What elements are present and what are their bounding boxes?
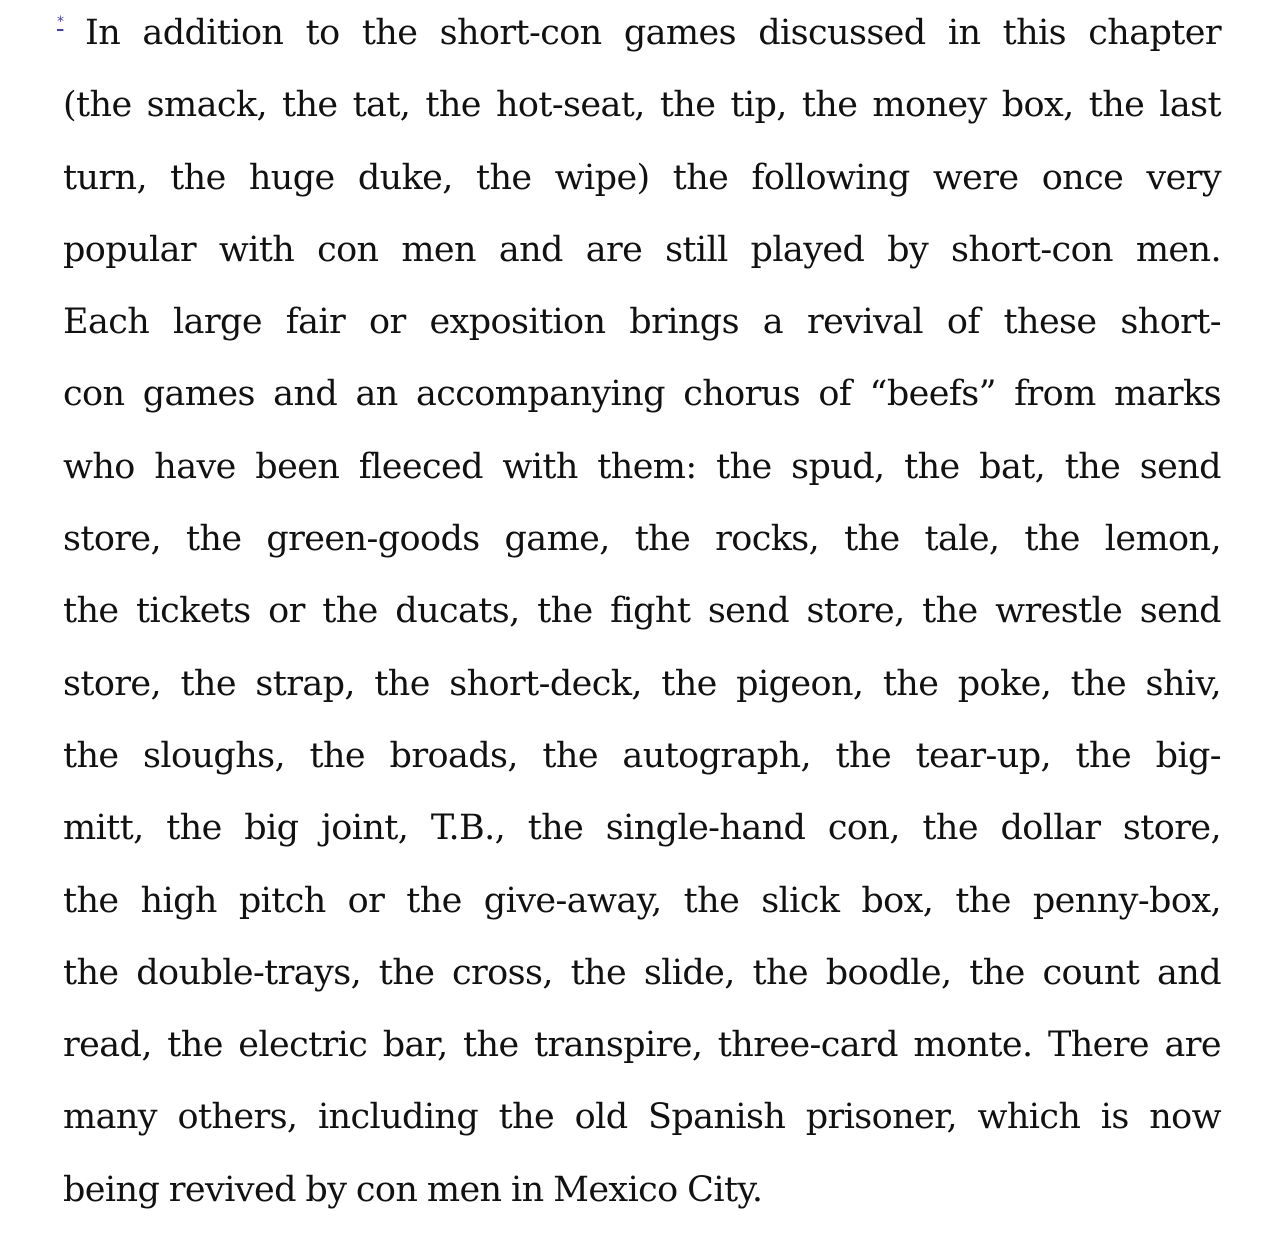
footnote-line-6: con games and an accompanying chorus of “beefs” from marks — [63, 374, 1221, 415]
footnote-line-8: store, the green-goods game, the rocks, the tale, the lemon, — [63, 519, 1221, 560]
footnote-line-17: being revived by con men in Mexico City. — [63, 1169, 763, 1210]
footnote-line-11: the sloughs, the broads, the autograph, the tear-up, the big- — [63, 735, 1221, 776]
footnote-line-14: the double-trays, the cross, the slide, the boodle, the count and — [63, 952, 1221, 993]
footnote-text-block — [57, 0, 1221, 1226]
footnote-line-7: who have been fleeced with them: the spud, the bat, the send — [63, 446, 1221, 487]
footnote-line-4: popular with con men and are still played by short-con men. — [63, 229, 1221, 270]
footnote-line-1 — [57, 0, 1221, 69]
footnote-line-5: Each large fair or exposition brings a revival of these short- — [63, 302, 1221, 343]
footnote-line-text: In addition to the short-con games discussed in this chapter — [85, 13, 1221, 53]
footnote-marker-link[interactable]: * — [57, 14, 64, 30]
footnote-line-13: the high pitch or the give-away, the slick box, the penny-box, — [63, 880, 1221, 921]
footnote-line-10: store, the strap, the short-deck, the pigeon, the poke, the shiv, — [63, 663, 1221, 704]
footnote-line-3: turn, the huge duke, the wipe) the following were once very — [63, 157, 1221, 198]
footnote-line-2: (the smack, the tat, the hot-seat, the tip, the money box, the last — [63, 85, 1221, 126]
footnote-line-15: read, the electric bar, the transpire, three-card monte. There are — [63, 1025, 1221, 1066]
footnote-line-12: mitt, the big joint, T.B., the single-hand con, the dollar store, — [63, 808, 1221, 849]
footnote-line-16: many others, including the old Spanish prisoner, which is now — [63, 1097, 1221, 1138]
footnote-line-9: the tickets or the ducats, the fight send store, the wrestle send — [63, 591, 1221, 632]
